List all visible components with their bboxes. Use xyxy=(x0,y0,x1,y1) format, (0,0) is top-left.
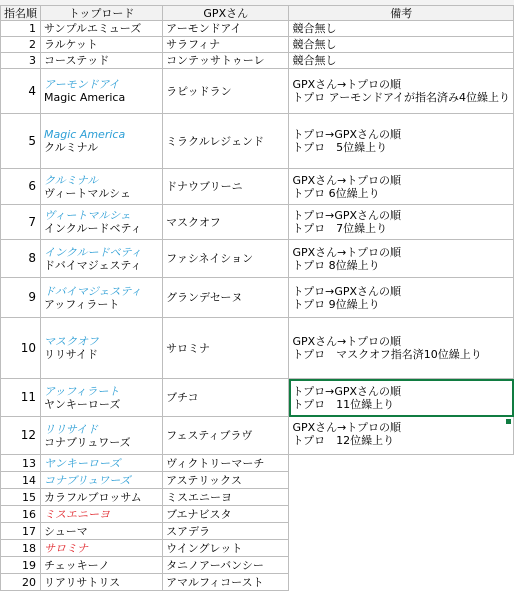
table-row xyxy=(1,114,514,169)
topro-cell[interactable]: カラフルブロッサム xyxy=(41,489,163,506)
note-line: トプロ 6位繰上り xyxy=(292,186,380,200)
note-cell[interactable] xyxy=(289,574,514,591)
gpx-cell[interactable]: アステリックス xyxy=(163,472,289,489)
gpx-cell[interactable]: ファシネイション xyxy=(163,240,289,278)
table-row xyxy=(1,506,514,523)
order-cell[interactable]: 18 xyxy=(1,540,41,557)
table-row xyxy=(1,540,514,557)
note-cell[interactable] xyxy=(289,417,514,455)
order-cell[interactable]: 11 xyxy=(1,379,41,417)
note-line: GPXさん→トプロの順 xyxy=(292,421,402,434)
gpx-cell[interactable]: スアデラ xyxy=(163,523,289,540)
header-gpx[interactable]: GPXさん xyxy=(163,6,289,21)
gpx-cell[interactable]: アーモンドアイ xyxy=(163,21,289,37)
gpx-cell[interactable]: コンテッサトゥーレ xyxy=(163,53,289,69)
topro-cell[interactable]: シューマ xyxy=(41,523,163,540)
table-row xyxy=(1,53,514,69)
gpx-cell[interactable]: ドナウブリーニ xyxy=(163,169,289,205)
topro-cell[interactable] xyxy=(41,169,163,205)
note-line: トプロ 12位繰上り xyxy=(292,434,395,447)
order-cell[interactable]: 17 xyxy=(1,523,41,540)
table-row xyxy=(1,489,514,506)
topro-cell[interactable]: コナブリュワーズ xyxy=(41,472,163,489)
gpx-cell[interactable]: ブチコ xyxy=(163,379,289,417)
gpx-cell[interactable]: サラフィナ xyxy=(163,37,289,53)
note-cell[interactable] xyxy=(289,472,514,489)
note-cell[interactable] xyxy=(289,69,514,114)
order-cell[interactable]: 4 xyxy=(1,69,41,114)
note-cell[interactable] xyxy=(289,523,514,540)
note-line: トプロ 7位繰上り xyxy=(292,222,388,235)
note-cell[interactable] xyxy=(289,318,514,379)
horse-name: コナブリュワーズ xyxy=(44,435,131,449)
order-cell[interactable]: 2 xyxy=(1,37,41,53)
struck-horse-name: クルミナル xyxy=(44,173,99,187)
topro-cell[interactable] xyxy=(41,278,163,318)
order-cell[interactable]: 20 xyxy=(1,574,41,591)
note-cell[interactable] xyxy=(289,489,514,506)
table-row xyxy=(1,240,514,278)
topro-cell[interactable]: ミスエニーヨ xyxy=(41,506,163,523)
order-cell[interactable]: 8 xyxy=(1,240,41,278)
topro-cell[interactable] xyxy=(41,69,163,114)
gpx-cell[interactable]: マスクオフ xyxy=(163,205,289,240)
header-topro[interactable]: トップロード xyxy=(41,6,163,21)
topro-cell[interactable] xyxy=(41,417,163,455)
note-line: トプロ→GPXさんの順 xyxy=(292,384,402,398)
note-line: トプロ→GPXさんの順 xyxy=(292,209,402,222)
table-row xyxy=(1,21,514,37)
order-cell[interactable]: 6 xyxy=(1,169,41,205)
note-cell[interactable] xyxy=(289,540,514,557)
note-line: GPXさん→トプロの順 xyxy=(292,335,402,348)
topro-cell[interactable] xyxy=(41,205,163,240)
note-cell[interactable] xyxy=(289,205,514,240)
struck-horse-name: アッフィラート xyxy=(44,384,120,398)
gpx-cell[interactable]: ブエナビスタ xyxy=(163,506,289,523)
note-cell-selected[interactable] xyxy=(289,379,514,417)
gpx-cell[interactable]: フェスティブラヴ xyxy=(163,417,289,455)
order-cell[interactable]: 14 xyxy=(1,472,41,489)
note-cell[interactable] xyxy=(289,240,514,278)
fill-handle[interactable] xyxy=(505,418,512,425)
table-row xyxy=(1,69,514,114)
topro-cell[interactable]: サンプルエミューズ xyxy=(41,21,163,37)
topro-cell[interactable]: ヤンキーローズ xyxy=(41,455,163,472)
table-row xyxy=(1,37,514,53)
gpx-cell[interactable]: ミスエニーヨ xyxy=(163,489,289,506)
table-row xyxy=(1,557,514,574)
gpx-cell[interactable]: ウイングレット xyxy=(163,540,289,557)
table-row xyxy=(1,205,514,240)
note-line: トプロ→GPXさんの順 xyxy=(292,128,402,141)
order-cell[interactable]: 1 xyxy=(1,21,41,37)
topro-cell[interactable] xyxy=(41,379,163,417)
gpx-cell[interactable]: ヴィクトリーマーチ xyxy=(163,455,289,472)
gpx-cell[interactable]: ラピッドラン xyxy=(163,69,289,114)
note-cell[interactable]: 競合無し xyxy=(289,37,514,53)
order-cell[interactable]: 5 xyxy=(1,114,41,169)
gpx-cell[interactable]: アマルフィコースト xyxy=(163,574,289,591)
order-cell[interactable]: 7 xyxy=(1,205,41,240)
note-cell[interactable] xyxy=(289,506,514,523)
header-order[interactable]: 指名順 xyxy=(1,6,41,21)
table-row xyxy=(1,523,514,540)
topro-cell[interactable]: ラルケット xyxy=(41,37,163,53)
header-row xyxy=(1,6,514,21)
table-row xyxy=(1,278,514,318)
note-line: GPXさん→トプロの順 xyxy=(292,245,402,259)
note-line: トプロ 11位繰上り xyxy=(292,397,395,411)
order-cell[interactable]: 9 xyxy=(1,278,41,318)
note-line: GPXさん→トプロの順 xyxy=(292,78,402,91)
horse-name: インクルードベティ xyxy=(44,222,142,235)
topro-cell[interactable]: チェッキーノ xyxy=(41,557,163,574)
note-cell[interactable]: 競合無し xyxy=(289,21,514,37)
horse-name: クルミナル xyxy=(44,141,99,154)
spreadsheet-grid xyxy=(0,5,514,591)
topro-cell[interactable]: リアリサトリス xyxy=(41,574,163,591)
table-row xyxy=(1,472,514,489)
note-cell[interactable] xyxy=(289,455,514,472)
gpx-cell[interactable]: グランデセーヌ xyxy=(163,278,289,318)
order-cell[interactable]: 10 xyxy=(1,318,41,379)
note-cell[interactable]: 競合無し xyxy=(289,53,514,69)
horse-name: ヤンキーローズ xyxy=(44,397,121,411)
note-cell[interactable] xyxy=(289,557,514,574)
topro-cell[interactable]: サロミナ xyxy=(41,540,163,557)
table-row xyxy=(1,169,514,205)
order-cell[interactable]: 19 xyxy=(1,557,41,574)
struck-horse-name: インクルードベティ xyxy=(44,245,142,259)
struck-horse-name: Magic America xyxy=(44,128,126,141)
order-cell[interactable]: 12 xyxy=(1,417,41,455)
struck-horse-name: リリサイド xyxy=(44,422,99,436)
struck-horse-name: アーモンドアイ xyxy=(44,78,120,91)
horse-name: Magic America xyxy=(44,91,126,104)
struck-horse-name: ヴィートマルシェ xyxy=(44,209,131,222)
struck-horse-name: ドバイマジェスティ xyxy=(44,284,142,298)
note-line: トプロ→GPXさんの順 xyxy=(292,284,402,298)
horse-name: ヴィートマルシェ xyxy=(44,186,131,200)
order-cell[interactable]: 16 xyxy=(1,506,41,523)
gpx-cell[interactable]: ミラクルレジェンド xyxy=(163,114,289,169)
order-cell[interactable]: 15 xyxy=(1,489,41,506)
horse-name: アッフィラート xyxy=(44,297,120,311)
gpx-cell[interactable]: サロミナ xyxy=(163,318,289,379)
note-line: トプロ 5位繰上り xyxy=(292,141,388,154)
table-row xyxy=(1,417,514,455)
table-row xyxy=(1,318,514,379)
topro-cell[interactable] xyxy=(41,114,163,169)
note-line: トプロ マスクオフ指名済10位繰上り xyxy=(292,348,482,361)
note-line: GPXさん→トプロの順 xyxy=(292,173,402,187)
note-cell[interactable] xyxy=(289,114,514,169)
header-note[interactable]: 備考 xyxy=(289,6,514,21)
note-cell[interactable] xyxy=(289,278,514,318)
topro-cell[interactable] xyxy=(41,240,163,278)
horse-name: リリサイド xyxy=(44,348,99,361)
note-line: トプロ 8位繰上り xyxy=(292,258,380,272)
gpx-cell[interactable]: タニノアーバンシー xyxy=(163,557,289,574)
note-line: トプロ アーモンドアイが指名済み4位繰上り xyxy=(292,91,510,104)
struck-horse-name: マスクオフ xyxy=(44,335,99,348)
table-row xyxy=(1,574,514,591)
order-cell[interactable]: 13 xyxy=(1,455,41,472)
table-row xyxy=(1,379,514,417)
table-row xyxy=(1,455,514,472)
note-cell[interactable] xyxy=(289,169,514,205)
topro-cell[interactable]: コーステッド xyxy=(41,53,163,69)
note-line: トプロ 9位繰上り xyxy=(292,297,380,311)
topro-cell[interactable] xyxy=(41,318,163,379)
order-cell[interactable]: 3 xyxy=(1,53,41,69)
horse-name: ドバイマジェスティ xyxy=(44,258,142,272)
